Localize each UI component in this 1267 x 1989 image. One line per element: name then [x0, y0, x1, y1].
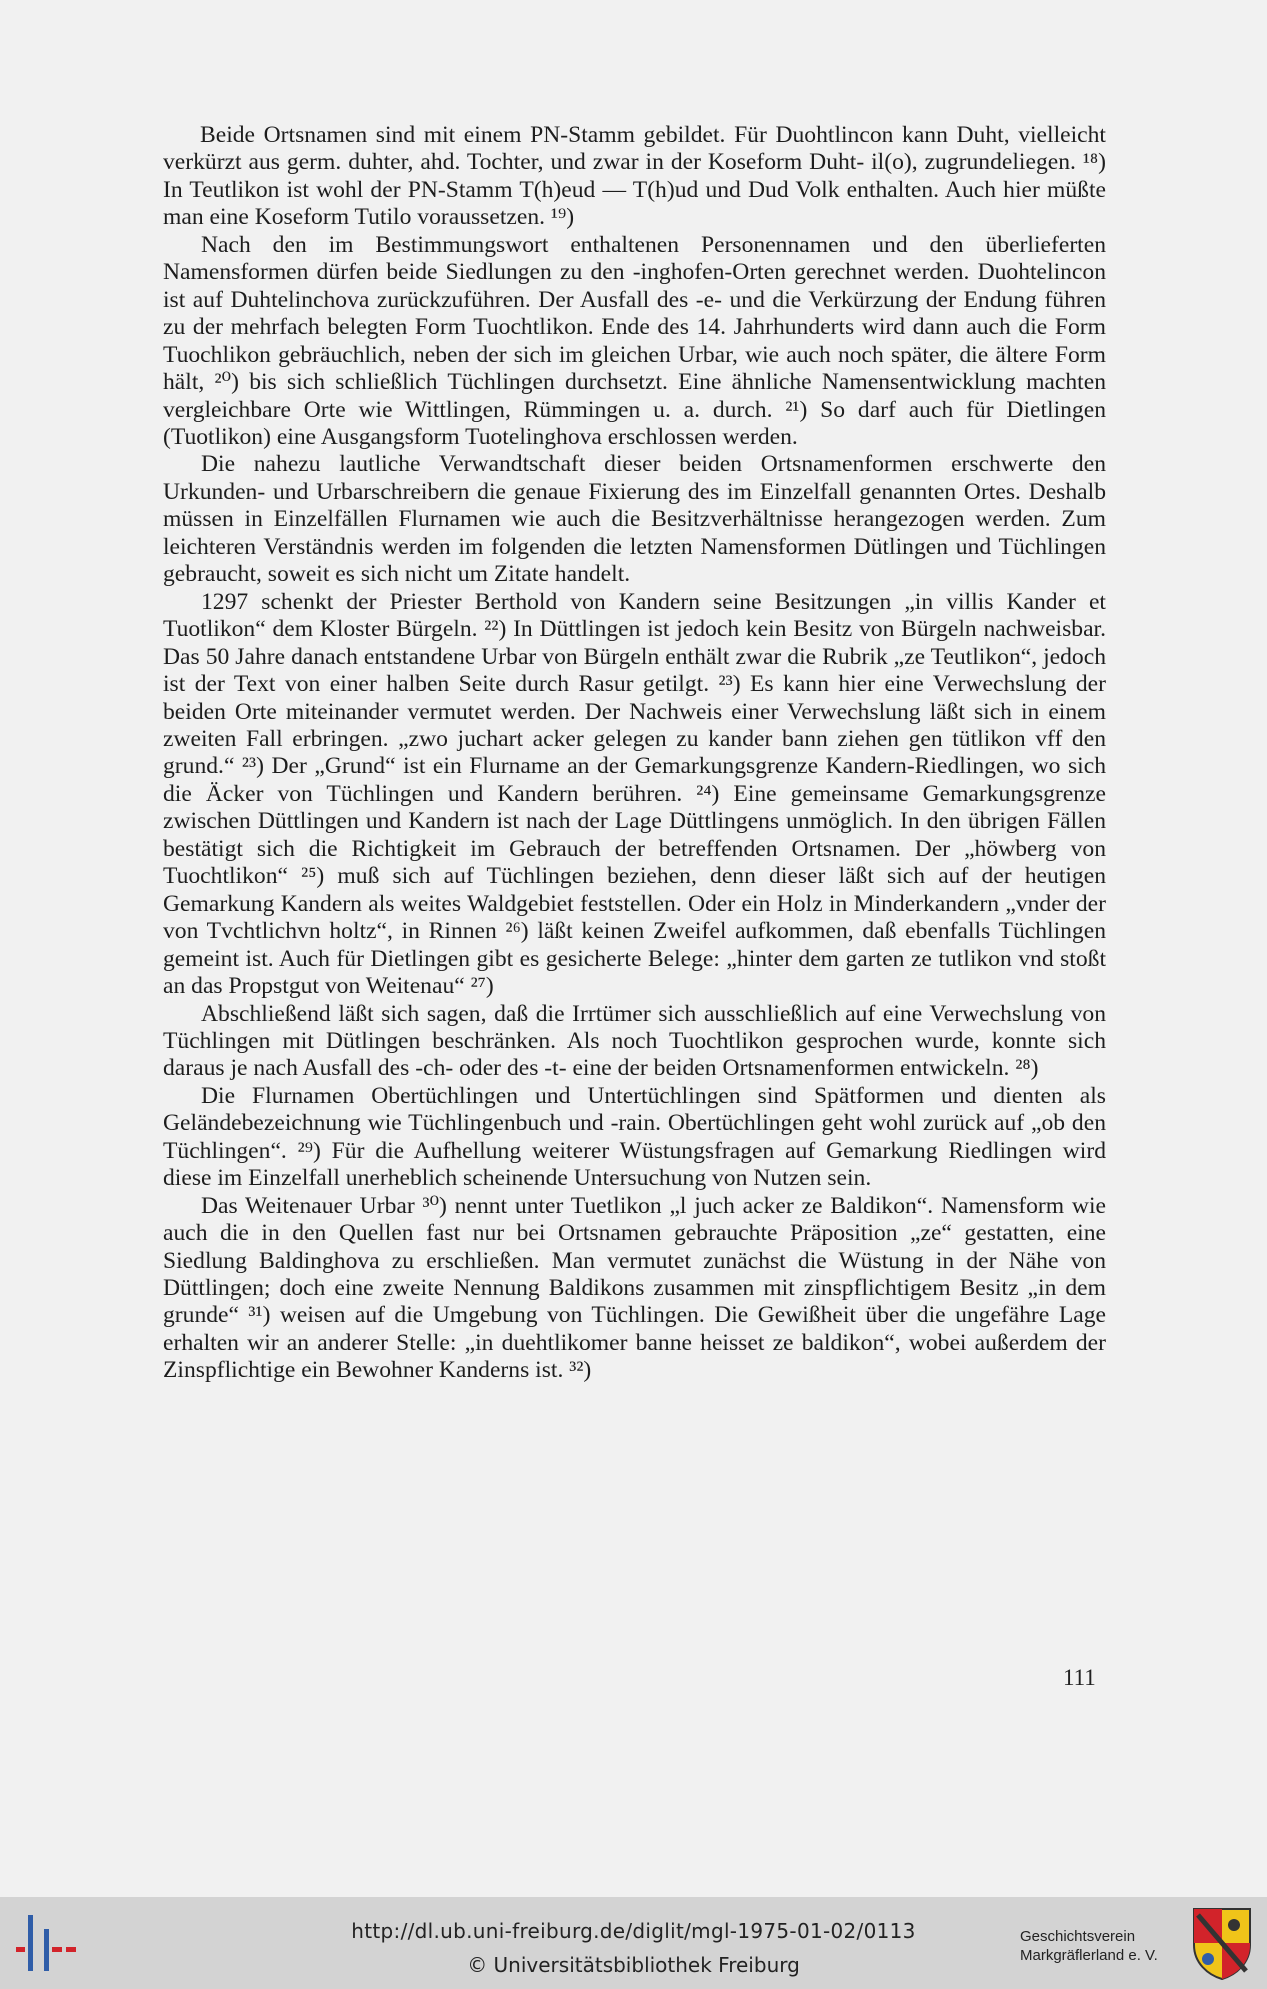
copyright-text: © Universitätsbibliothek Freiburg [467, 1953, 800, 1977]
paragraph: 1297 schenkt der Priester Berthold von Kandern seine Besitzungen „in villis Kander et Tuotlikon“ dem Kloster Bürgeln. ²²) In Düttlingen ist jedoch kein Besitz von Bürgeln nachweisbar. Das 50 Jahre danach entstandene Urbar von Bürgeln enthält zwar die Rubrik „ze Teutlikon“, jedoch ist der Text von einer halben Seite durch Rasur getilgt. ²³) Es kann hier eine Verwechslung der beiden Orte miteinander vermutet werden. Der Nachweis einer Verwechslung läßt sich in einem zweiten Fall erbringen. „zwo juchart acker gelegen zu kander bann ziehen gen tütlikon vff den grund.“ ²³) Der „Grund“ ist ein Flurname an der Gemarkungsgrenze Kandern-Riedlingen, wo sich die Äcker von Tüchlingen und Kandern berühren. ²⁴) Eine gemeinsame Gemarkungsgrenze zwischen Düttlingen und Kandern ist nach der Lage Düttlingens unmöglich. In den übrigen Fällen bestätigt sich die Richtigkeit im Gebrauch der betreffenden Ortsnamen. Der „höwberg von Tuochtlikon“ ²⁵) muß sich auf Tüchlingen beziehen, denn dieser läßt sich auf der heutigen Gemarkung Kandern als weites Waldgebiet feststellen. Oder ein Holz in Minderkandern „vnder der von Tvchtlichvn holtz“, in Rinnen ²⁶) läßt keinen Zweifel aufkommen, daß ebenfalls Tüchlingen gemeint ist. Auch für Dietlingen gibt es gesicherte Belege: „hinter dem garten ze tutlikon vnd stoßt an das Propstgut von Weitenau“ ²⁷) [163, 588, 1106, 1000]
paragraph: Abschließend läßt sich sagen, daß die Irrtümer sich ausschließlich auf eine Verwechslung von Tüchlingen mit Dütlingen beschränken. Als noch Tuochtlikon gesprochen wurde, konnte sich daraus je nach Ausfall des -ch- oder des -t- eine der beiden Ortsnamenformen entwickeln. ²⁸) [163, 1000, 1106, 1082]
page-number: 111 [1063, 1665, 1096, 1690]
viewer-footer [0, 1897, 1267, 1989]
paragraph: Die Flurnamen Obertüchlingen und Untertüchlingen sind Spätformen und dienten als Geländebezeichnung wie Tüchlingenbuch und -rain. Obertüchlingen geht wohl zurück auf „ob den Tüchlingen“. ²⁹) Für die Aufhellung weiterer Wüstungsfragen auf Gemarkung Riedlingen wird diese im Einzelfall unerheblich scheinende Untersuchung von Nutzen sein. [163, 1082, 1106, 1192]
paragraph: Nach den im Bestimmungswort enthaltenen Personennamen und den überlieferten Namensformen dürfen beide Siedlungen zu den -inghofen-Orten gerechnet werden. Duohtelincon ist auf Duhtelinchova zurückzuführen. Der Ausfall des -e- und die Verkürzung der Endung führen zu der mehrfach belegten Form Tuochtlikon. Ende des 14. Jahrhunderts wird dann auch die Form Tuochlikon gebräuchlich, neben der sich im gleichen Urbar, wie auch noch später, die ältere Form hält, ²⁰) bis sich schließlich Tüchlingen durchsetzt. Eine ähnliche Namensentwicklung machten vergleichbare Orte wie Wittlingen, Rümmingen u. a. durch. ²¹) So darf auch für Dietlingen (Tuotlikon) eine Ausgangsform Tuotelinghova erschlossen werden. [163, 231, 1106, 450]
society-line: Geschichtsverein [1020, 1928, 1136, 1945]
permalink-url[interactable]: http://dl.ub.uni-freiburg.de/diglit/mgl-1975-01-02/0113 [351, 1919, 916, 1943]
document-body [163, 122, 1106, 1385]
society-name [1020, 1927, 1190, 1965]
paragraph: Beide Ortsnamen sind mit einem PN-Stamm gebildet. Für Duohtlincon kann Duht, vielleicht verkürzt aus germ. duhter, ahd. Tochter, und zwar in der Koseform Duht- il(o), zugrundeliegen. ¹⁸) In Teutlikon ist wohl der PN-Stamm T(h)eud — T(h)ud und Dud Volk enthalten. Auch hier müßte man eine Koseform Tutilo voraussetzen. ¹⁹) [163, 122, 1106, 231]
paragraph: Die nahezu lautliche Verwandtschaft dieser beiden Ortsnamenformen erschwerte den Urkunden- und Urbarschreibern die genaue Fixierung des im Einzelfall genannten Ortes. Deshalb müssen in Einzelfällen Flurnamen wie auch die Besitzverhältnisse herangezogen werden. Zum leichteren Verständnis werden im folgenden die letzten Namensformen Dütlingen und Tüchlingen gebraucht, soweit es sich nicht um Zitate handelt. [163, 451, 1106, 588]
coat-of-arms-icon [1190, 1905, 1254, 1981]
society-line: Markgräflerland e. V. [1020, 1947, 1158, 1964]
paragraph: Das Weitenauer Urbar ³⁰) nennt unter Tuetlikon „l juch acker ze Baldikon“. Namensform wie auch die in den Quellen fast nur bei Ortsnamen gebrauchte Präposition „ze“ gestatten, eine Siedlung Baldinghova zu erschließen. Man vermutet zunächst die Wüstung in der Nähe von Düttlingen; doch eine zweite Nennung Baldikons zusammen mit zinspflichtigem Besitz „in dem grunde“ ³¹) weisen auf die Umgebung von Tüchlingen. Die Gewißheit über die ungefähre Lage erhalten wir an anderer Stelle: „in duehtlikomer banne heisset ze baldikon“, wobei außerdem der Zinspflichtige ein Bewohner Kanderns ist. ³²) [163, 1192, 1106, 1384]
